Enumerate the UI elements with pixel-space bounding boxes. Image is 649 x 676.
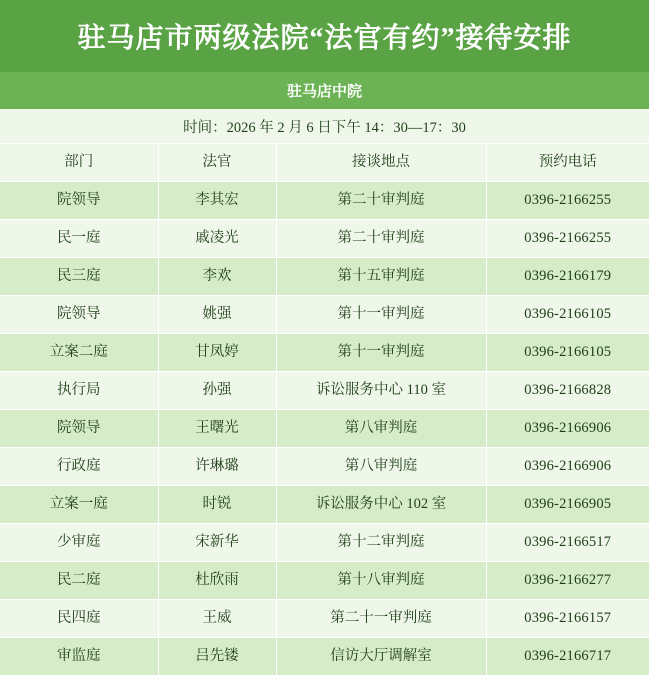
cell-location: 第二十审判庭 <box>276 220 486 258</box>
cell-judge: 戚凌光 <box>158 220 276 258</box>
cell-phone: 0396-2166905 <box>486 486 649 524</box>
cell-location: 第八审判庭 <box>276 448 486 486</box>
cell-phone: 0396-2166906 <box>486 410 649 448</box>
table-row <box>0 486 649 524</box>
page-title: 驻马店市两级法院“法官有约”接待安排 <box>77 23 572 54</box>
column-header-location: 接谈地点 <box>276 144 486 182</box>
cell-judge: 甘凤婷 <box>158 334 276 372</box>
court-name-bar <box>0 72 649 109</box>
cell-phone: 0396-2166255 <box>486 182 649 220</box>
cell-location: 诉讼服务中心 102 室 <box>276 486 486 524</box>
cell-judge: 王曙光 <box>158 410 276 448</box>
table-row <box>0 258 649 296</box>
cell-department: 审监庭 <box>0 638 158 676</box>
schedule-table-body <box>0 182 649 676</box>
cell-phone: 0396-2166179 <box>486 258 649 296</box>
column-header-judge: 法官 <box>158 144 276 182</box>
cell-location: 第十一审判庭 <box>276 334 486 372</box>
cell-phone: 0396-2166105 <box>486 296 649 334</box>
cell-department: 民一庭 <box>0 220 158 258</box>
cell-phone: 0396-2166717 <box>486 638 649 676</box>
cell-location: 第八审判庭 <box>276 410 486 448</box>
table-row <box>0 410 649 448</box>
cell-judge: 许琳璐 <box>158 448 276 486</box>
cell-phone: 0396-2166255 <box>486 220 649 258</box>
table-row <box>0 562 649 600</box>
schedule-time-bar <box>0 109 649 144</box>
table-row <box>0 296 649 334</box>
cell-location: 第十二审判庭 <box>276 524 486 562</box>
cell-location: 诉讼服务中心 110 室 <box>276 372 486 410</box>
table-row <box>0 182 649 220</box>
cell-phone: 0396-2166277 <box>486 562 649 600</box>
cell-location: 第二十一审判庭 <box>276 600 486 638</box>
cell-location: 第二十审判庭 <box>276 182 486 220</box>
cell-department: 民四庭 <box>0 600 158 638</box>
cell-phone: 0396-2166517 <box>486 524 649 562</box>
column-header-department: 部门 <box>0 144 158 182</box>
cell-judge: 时锐 <box>158 486 276 524</box>
table-row <box>0 220 649 258</box>
table-row <box>0 524 649 562</box>
cell-phone: 0396-2166906 <box>486 448 649 486</box>
cell-department: 立案一庭 <box>0 486 158 524</box>
column-header-phone: 预约电话 <box>486 144 649 182</box>
table-row <box>0 334 649 372</box>
cell-judge: 王威 <box>158 600 276 638</box>
cell-department: 民三庭 <box>0 258 158 296</box>
cell-phone: 0396-2166105 <box>486 334 649 372</box>
cell-judge: 李其宏 <box>158 182 276 220</box>
cell-location: 第十五审判庭 <box>276 258 486 296</box>
schedule-time: 时间：2026 年 2 月 6 日下午 14：30—17：30 <box>183 119 466 136</box>
poster-title-bar <box>0 0 649 72</box>
cell-phone: 0396-2166828 <box>486 372 649 410</box>
table-header-row <box>0 144 649 182</box>
cell-location: 第十八审判庭 <box>276 562 486 600</box>
table-row <box>0 638 649 676</box>
table-row <box>0 600 649 638</box>
cell-department: 院领导 <box>0 296 158 334</box>
cell-judge: 宋新华 <box>158 524 276 562</box>
cell-department: 执行局 <box>0 372 158 410</box>
cell-judge: 吕先镂 <box>158 638 276 676</box>
schedule-table <box>0 144 649 676</box>
cell-location: 第十一审判庭 <box>276 296 486 334</box>
cell-department: 立案二庭 <box>0 334 158 372</box>
cell-department: 民二庭 <box>0 562 158 600</box>
cell-department: 少审庭 <box>0 524 158 562</box>
court-name: 驻马店中院 <box>286 84 362 100</box>
cell-phone: 0396-2166157 <box>486 600 649 638</box>
cell-department: 院领导 <box>0 410 158 448</box>
cell-department: 院领导 <box>0 182 158 220</box>
table-row <box>0 448 649 486</box>
cell-judge: 孙强 <box>158 372 276 410</box>
cell-department: 行政庭 <box>0 448 158 486</box>
cell-judge: 姚强 <box>158 296 276 334</box>
table-row <box>0 372 649 410</box>
cell-judge: 杜欣雨 <box>158 562 276 600</box>
cell-judge: 李欢 <box>158 258 276 296</box>
cell-location: 信访大厅调解室 <box>276 638 486 676</box>
